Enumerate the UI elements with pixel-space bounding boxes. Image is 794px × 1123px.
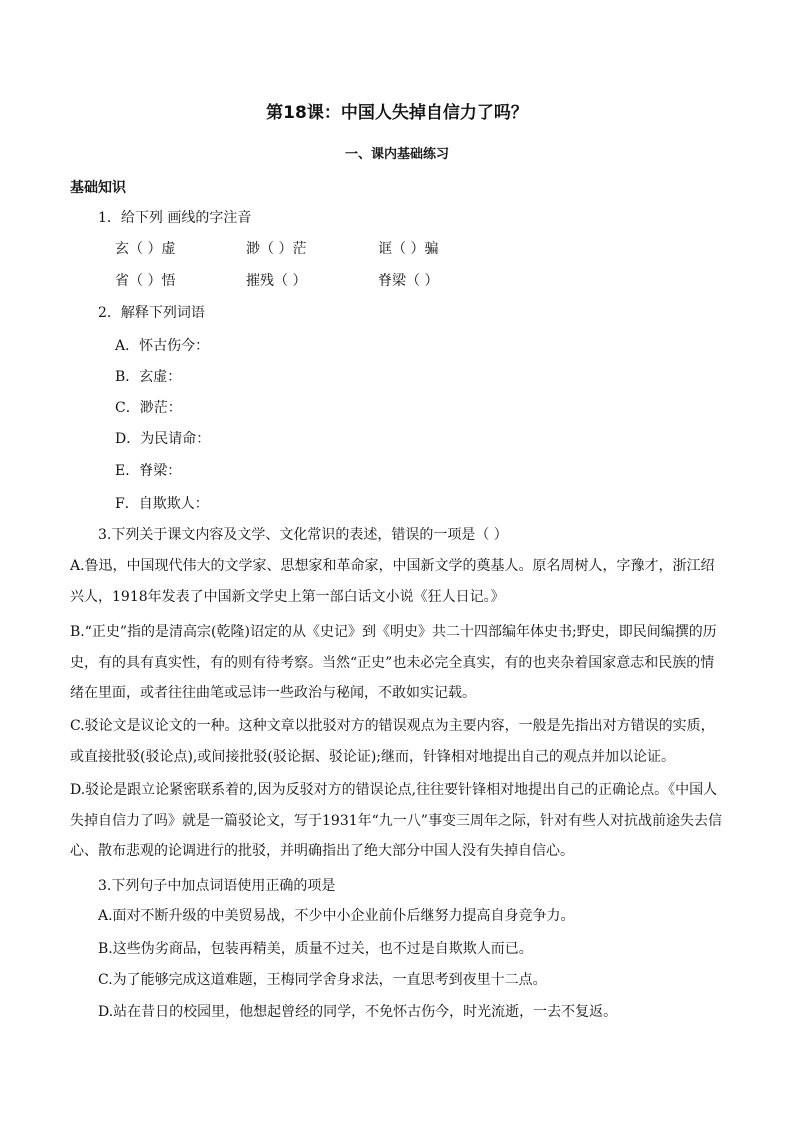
- q2-prompt: 2．解释下列词语: [98, 305, 205, 321]
- q4-option-c: C.为了能够完成这道难题，王梅同学舍身求法，一直思考到夜里十二点。: [98, 972, 547, 988]
- section-heading: 基础知识: [70, 180, 126, 196]
- q2-item: C．渺茫：: [115, 400, 182, 416]
- q1-item: 诓（ ）骗: [378, 241, 439, 257]
- q2-item: E．脊梁：: [115, 463, 182, 479]
- q2-item: F．自欺欺人：: [115, 496, 209, 512]
- q1-item: 摧残（ ）: [246, 273, 307, 289]
- q2-item: B．玄虚：: [115, 369, 182, 385]
- q3-prompt: 3.下列关于课文内容及文学、文化常识的表述，错误的一项是（ ）: [98, 527, 508, 543]
- q1-item: 玄（ ）虚: [115, 241, 176, 257]
- q1-item: 渺（ ）茫: [246, 241, 307, 257]
- section-subtitle: 一、课内基础练习: [344, 147, 449, 162]
- q3-option-d: D.驳论是跟立论紧密联系着的,因为反驳对方的错误论点,往往要针锋相对地提出自己的正确论点。《中国人失掉自信力了吗》就是一篇驳论文，写于1931年“九一八”事变三周年之际，针对有些人对抗战前途失去信心、散布悲观的论调进行的批驳，并明确指出了绝大部分中国人没有失掉自信心。: [70, 782, 722, 859]
- q2-item: D．为民请命：: [115, 431, 211, 447]
- q3-option-b: B.“正史”指的是清高宗(乾隆)诏定的从《史记》到《明史》共二十四部编年体史书;野史，即民间编撰的历史，有的具有真实性，有的则有待考察。当然“正史”也未必完全真实，有的也夹杂着国家意志和民族的情绪在里面，或者往往曲笔或忌讳一些政治与秘闻，不敢如实记载。: [70, 624, 717, 701]
- q4-option-d: D.站在昔日的校园里，他想起曾经的同学，不免怀古伤今，时光流逝，一去不复返。: [98, 1004, 618, 1020]
- q3-option-c: C.驳论文是议论文的一种。这种文章以批驳对方的错误观点为主要内容，一般是先指出对方错误的实质，或直接批驳(驳论点),或间接批驳(驳论据、驳论证);继而，针锋相对地提出自己的观点并加以论证。: [70, 718, 715, 765]
- q4-prompt: 3.下列句子中加点词语使用正确的项是: [98, 878, 336, 894]
- q4-option-a: A.面对不断升级的中美贸易战，不少中小企业前仆后继努力提高自身竞争力。: [98, 908, 575, 924]
- q1-prompt: 1．给下列 画线的字注音: [98, 210, 252, 226]
- q1-item: 脊梁（ ）: [378, 273, 439, 289]
- q2-item: A．怀古伤今：: [115, 338, 210, 354]
- q1-item: 省（ ）悟: [115, 273, 176, 289]
- q4-option-b: B.这些伪劣商品，包装再精美，质量不过关，也不过是自欺欺人而已。: [98, 941, 533, 957]
- q3-option-a: A.鲁迅，中国现代伟大的文学家、思想家和革命家，中国新文学的奠基人。原名周树人，字豫才，浙江绍兴人，1918年发表了中国新文学史上第一部白话文小说《狂人日记。》: [70, 558, 715, 605]
- page-title: 第18课：中国人失掉自信力了吗？: [266, 103, 528, 123]
